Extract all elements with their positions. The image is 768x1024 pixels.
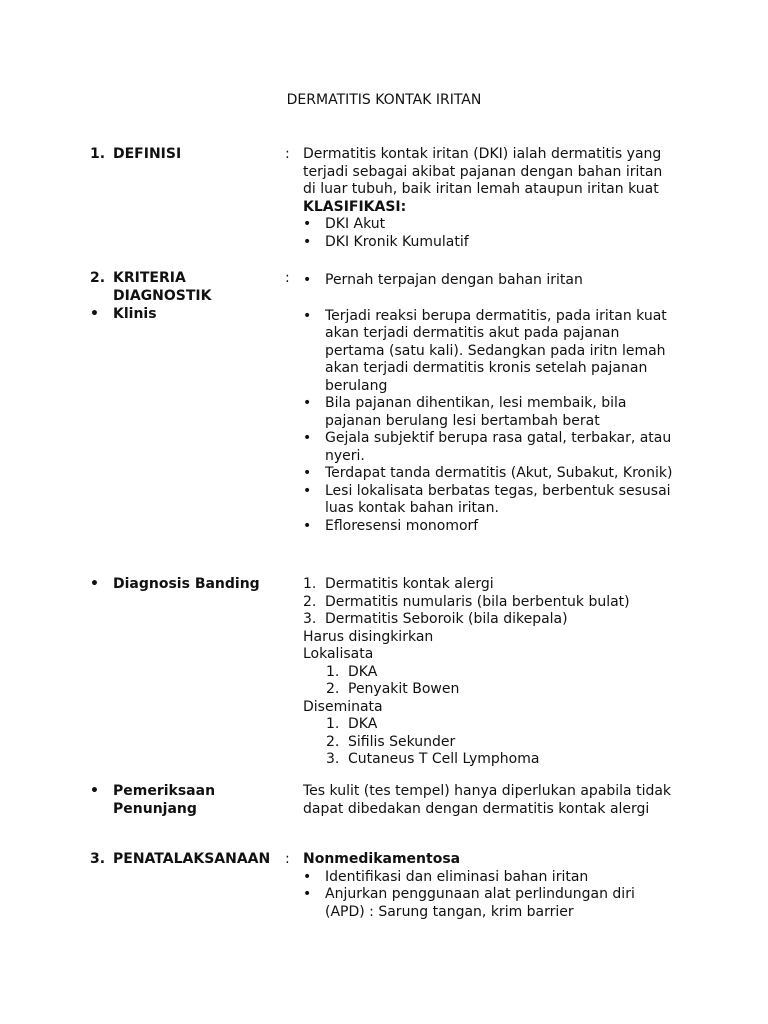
list-item: 3. Dermatitis Seboroik (bila dikepala): [303, 611, 568, 627]
section-number: 2.: [90, 270, 106, 286]
lokalisata-list: [303, 664, 673, 699]
colon: :: [285, 851, 290, 867]
pemeriksaan-label: Pemeriksaan Penunjang: [113, 783, 216, 817]
list-item: • Pernah terpajan dengan bahan iritan: [303, 272, 673, 290]
list-item: 2. Sifilis Sekunder: [326, 733, 456, 750]
definisi-content: [303, 146, 673, 251]
section-number: 1.: [90, 146, 106, 162]
list-item: • DKI Akut: [303, 216, 673, 234]
penatalaksanaan-list: [303, 869, 673, 922]
klinis-list: [303, 308, 673, 536]
diagnosis-list: [303, 576, 673, 629]
klasifikasi-list: [303, 216, 673, 251]
definisi-text: Dermatitis kontak iritan (DKI) ialah dermatitis yang terjadi sebagai akibat pajanan dengan bahan iritan di luar tubuh, baik iritan lemah ataupun iritan kuat: [303, 146, 663, 197]
colon: :: [285, 270, 290, 286]
section-number: 3.: [90, 851, 106, 867]
list-item: • Efloresensi monomorf: [303, 518, 673, 536]
section-label-penatalaksanaan: PENATALAKSANAAN: [113, 851, 271, 867]
list-item: 1. Dermatitis kontak alergi: [303, 576, 494, 592]
penatalaksanaan-content: [303, 851, 673, 921]
lokalisata-label: Lokalisata: [303, 646, 374, 662]
bullet: •: [90, 306, 99, 322]
list-item: 1. DKA: [326, 663, 378, 680]
list-item: • Bila pajanan dihentikan, lesi membaik, bila pajanan berulang lesi bertambah berat: [303, 395, 673, 430]
diagnosis-banding-label: Diagnosis Banding: [113, 576, 260, 592]
list-item: 3. Cutaneus T Cell Lymphoma: [326, 751, 540, 767]
nonmedikamentosa-heading: Nonmedikamentosa: [303, 851, 461, 867]
harus-disingkirkan: Harus disingkirkan: [303, 628, 434, 645]
kriteria-content: [303, 272, 673, 535]
diagnosis-banding-content: [303, 576, 673, 769]
pemeriksaan-text: Tes kulit (tes tempel) hanya diperlukan apabila tidak dapat dibedakan dengan dermatitis kontak alergi: [303, 783, 672, 817]
section-label-kriteria: KRITERIA DIAGNOSTIK: [113, 270, 212, 304]
diseminata-label: Diseminata: [303, 698, 383, 715]
section-label-definisi: DEFINISI: [113, 146, 182, 162]
bullet: •: [90, 576, 99, 592]
klasifikasi-heading: KLASIFIKASI:: [303, 198, 407, 215]
list-item: 1. DKA: [326, 716, 378, 732]
list-item: • DKI Kronik Kumulatif: [303, 234, 673, 252]
klinis-label: Klinis: [113, 306, 157, 322]
list-item: • Anjurkan penggunaan alat perlindungan diri (APD) : Sarung tangan, krim barrier: [303, 886, 673, 921]
list-item: • Gejala subjektif berupa rasa gatal, terbakar, atau nyeri.: [303, 430, 673, 465]
kriteria-list: [303, 272, 673, 290]
list-item: • Lesi lokalisata berbatas tegas, berbentuk sesusai luas kontak bahan iritan.: [303, 483, 673, 518]
list-item: • Identifikasi dan eliminasi bahan iritan: [303, 869, 673, 887]
list-item: 2. Dermatitis numularis (bila berbentuk bulat): [303, 593, 630, 610]
document-title: DERMATITIS KONTAK IRITAN: [286, 92, 482, 108]
list-item: • Terdapat tanda dermatitis (Akut, Subakut, Kronik): [303, 465, 673, 483]
list-item: • Terjadi reaksi berupa dermatitis, pada iritan kuat akan terjadi dermatitis akut pada pajanan pertama (satu kali). Sedangkan pada iritn lemah akan terjadi dermatitis kronis setelah pajanan berulang: [303, 308, 673, 396]
colon: :: [285, 146, 290, 162]
list-item: 2. Penyakit Bowen: [326, 681, 460, 697]
bullet: •: [90, 783, 99, 799]
diseminata-list: [303, 716, 673, 769]
